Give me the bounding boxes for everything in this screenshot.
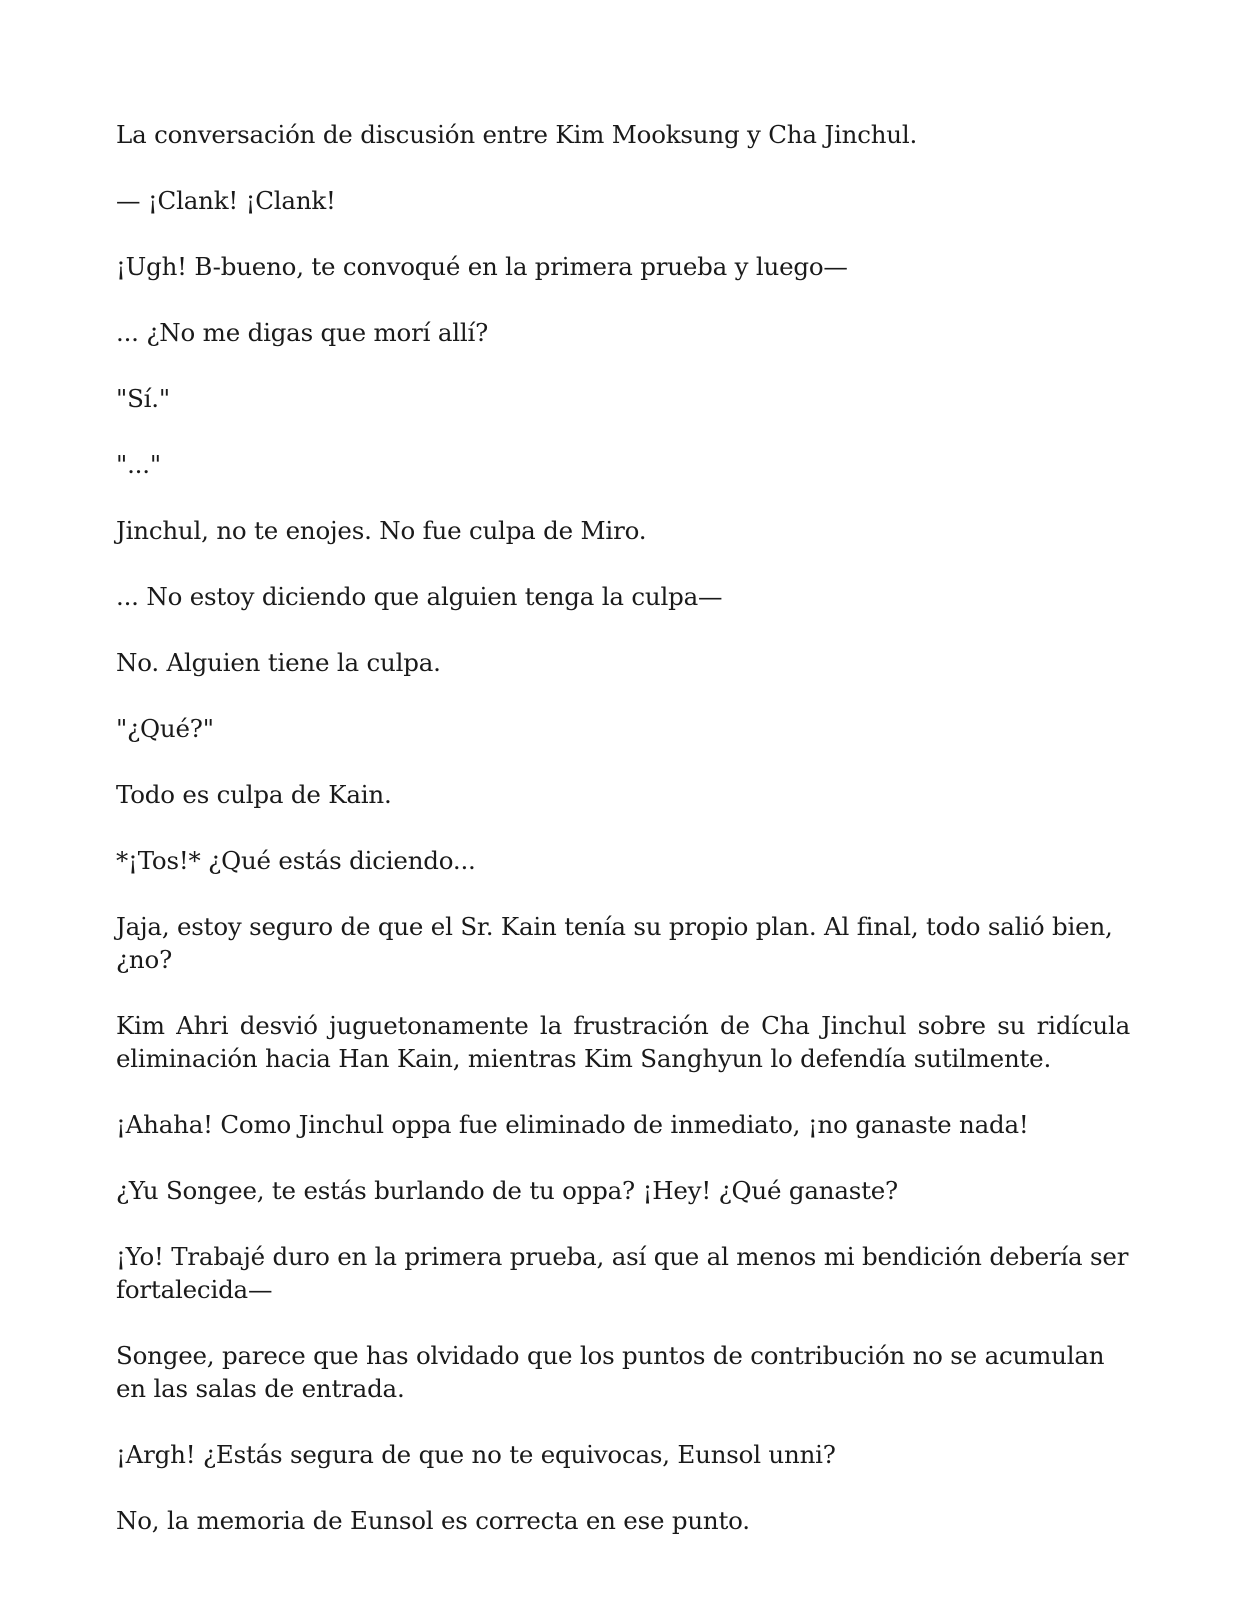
paragraph: Todo es culpa de Kain. (116, 780, 392, 809)
paragraph: ... ¿No me digas que morí allí? (116, 318, 489, 347)
paragraph: La conversación de discusión entre Kim Mooksung y Cha Jinchul. (116, 120, 918, 149)
paragraph: "Sí." (116, 384, 170, 413)
paragraph: ... No estoy diciendo que alguien tenga la culpa— (116, 582, 723, 611)
paragraph: *¡Tos!* ¿Qué estás diciendo... (116, 846, 476, 875)
paragraph: Jaja, estoy seguro de que el Sr. Kain tenía su propio plan. Al final, todo salió bien, ¿no? (116, 912, 1113, 974)
paragraph: ¡Ahaha! Como Jinchul oppa fue eliminado de inmediato, ¡no ganaste nada! (116, 1110, 1029, 1139)
paragraph: Kim Ahri desvió juguetonamente la frustración de Cha Jinchul sobre su ridícula eliminación hacia Han Kain, mientras Kim Sanghyun lo defendía sutilmente. (116, 1011, 1130, 1073)
paragraph: No, la memoria de Eunsol es correcta en ese punto. (116, 1506, 750, 1535)
paragraph: ¡Ugh! B-bueno, te convoqué en la primera prueba y luego— (116, 252, 848, 281)
document-body (116, 118, 1130, 1570)
paragraph: "¿Qué?" (116, 714, 214, 743)
paragraph: No. Alguien tiene la culpa. (116, 648, 441, 677)
paragraph: ¿Yu Songee, te estás burlando de tu oppa? ¡Hey! ¿Qué ganaste? (116, 1176, 898, 1205)
paragraph: Jinchul, no te enojes. No fue culpa de Miro. (116, 516, 647, 545)
paragraph: "..." (116, 450, 161, 479)
paragraph: — ¡Clank! ¡Clank! (116, 186, 336, 215)
paragraph: ¡Argh! ¿Estás segura de que no te equivocas, Eunsol unni? (116, 1440, 836, 1469)
paragraph: Songee, parece que has olvidado que los puntos de contribución no se acumulan en las salas de entrada. (116, 1341, 1105, 1403)
paragraph: ¡Yo! Trabajé duro en la primera prueba, así que al menos mi bendición debería ser fortalecida— (116, 1242, 1129, 1304)
